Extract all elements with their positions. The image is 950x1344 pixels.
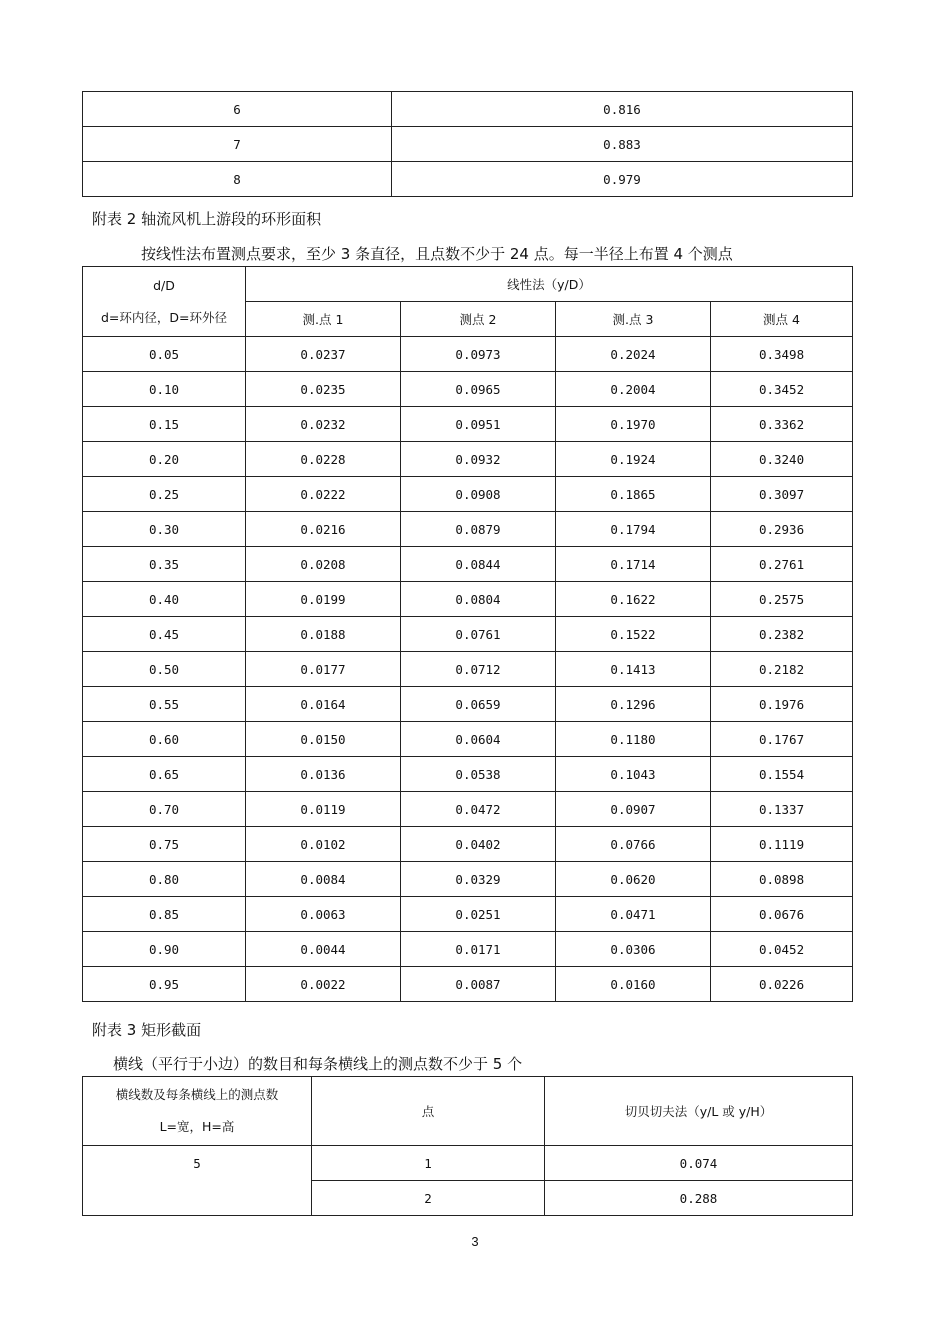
value-cell: 0.1970	[556, 407, 711, 442]
value-cell: 0.0222	[246, 477, 401, 512]
value-cell: 0.0063	[246, 897, 401, 932]
table-row	[83, 477, 853, 512]
cell: 2	[312, 1181, 545, 1216]
table-row	[83, 372, 853, 407]
value-cell: 0.1180	[556, 722, 711, 757]
value-cell: 0.0237	[246, 337, 401, 372]
ratio-cell: 0.45	[83, 617, 246, 652]
ratio-cell: 0.05	[83, 337, 246, 372]
ratio-cell: 0.85	[83, 897, 246, 932]
value-cell: 0.3097	[711, 477, 853, 512]
table-row	[83, 127, 853, 162]
header-row	[83, 267, 853, 302]
header-group: 线性法（y/D）	[246, 267, 853, 302]
ratio-cell: 0.15	[83, 407, 246, 442]
value-cell: 0.1522	[556, 617, 711, 652]
ratio-cell: 0.55	[83, 687, 246, 722]
subheader: 测.点 1	[246, 302, 401, 337]
value-cell: 0.1794	[556, 512, 711, 547]
table-row	[83, 582, 853, 617]
value-cell: 0.0150	[246, 722, 401, 757]
table2-caption: 附表 2 轴流风机上游段的环形面积	[92, 210, 322, 228]
value-cell: 0.0712	[401, 652, 556, 687]
cell: 7	[83, 127, 392, 162]
value-cell: 0.0216	[246, 512, 401, 547]
value-cell: 0.3498	[711, 337, 853, 372]
cell: 0.074	[545, 1146, 853, 1181]
header-mid: 点	[312, 1077, 545, 1146]
value-cell: 0.1767	[711, 722, 853, 757]
header-left	[83, 1077, 312, 1146]
cell: 0.288	[545, 1181, 853, 1216]
value-cell: 0.2382	[711, 617, 853, 652]
value-cell: 0.0965	[401, 372, 556, 407]
value-cell: 0.0044	[246, 932, 401, 967]
header-row	[83, 1077, 853, 1146]
value-cell: 0.1976	[711, 687, 853, 722]
value-cell: 0.2024	[556, 337, 711, 372]
table3-note: 横线（平行于小边）的数目和每条横线上的测点数不少于 5 个	[113, 1055, 523, 1073]
value-cell: 0.1043	[556, 757, 711, 792]
ratio-cell: 0.10	[83, 372, 246, 407]
table-row	[83, 687, 853, 722]
value-cell: 0.0136	[246, 757, 401, 792]
value-cell: 0.0471	[556, 897, 711, 932]
ratio-cell: 0.50	[83, 652, 246, 687]
header-left-line1: d/D	[153, 277, 175, 293]
value-cell: 0.0659	[401, 687, 556, 722]
ratio-cell: 0.30	[83, 512, 246, 547]
ratio-cell: 0.90	[83, 932, 246, 967]
table-row	[83, 722, 853, 757]
table3-caption: 附表 3 矩形截面	[92, 1021, 202, 1039]
value-cell: 0.0119	[246, 792, 401, 827]
value-cell: 0.3240	[711, 442, 853, 477]
value-cell: 0.0973	[401, 337, 556, 372]
table-row	[83, 617, 853, 652]
table-row	[83, 407, 853, 442]
value-cell: 0.2936	[711, 512, 853, 547]
table-row	[83, 162, 853, 197]
ratio-cell: 0.70	[83, 792, 246, 827]
value-cell: 0.2761	[711, 547, 853, 582]
value-cell: 0.0306	[556, 932, 711, 967]
table-row	[83, 827, 853, 862]
table-row	[83, 932, 853, 967]
value-cell: 0.0235	[246, 372, 401, 407]
cell: 8	[83, 162, 392, 197]
ratio-cell: 0.65	[83, 757, 246, 792]
value-cell: 0.2575	[711, 582, 853, 617]
header-left	[83, 267, 246, 337]
value-cell: 0.0908	[401, 477, 556, 512]
page-number: 3	[471, 1234, 479, 1249]
ratio-cell: 0.60	[83, 722, 246, 757]
value-cell: 0.0898	[711, 862, 853, 897]
value-cell: 0.2004	[556, 372, 711, 407]
value-cell: 0.3362	[711, 407, 853, 442]
cell: 6	[83, 92, 392, 127]
table-row	[83, 862, 853, 897]
value-cell: 0.0676	[711, 897, 853, 932]
ratio-cell: 0.95	[83, 967, 246, 1002]
table-continuation	[82, 91, 853, 197]
value-cell: 0.0226	[711, 967, 853, 1002]
table-row	[83, 897, 853, 932]
table-body	[83, 337, 853, 1002]
subheader: 测.点 3	[556, 302, 711, 337]
subheader: 测点 2	[401, 302, 556, 337]
cell: 1	[312, 1146, 545, 1181]
value-cell: 0.0472	[401, 792, 556, 827]
header-left-line1: 横线数及每条横线上的测点数	[115, 1087, 279, 1102]
value-cell: 0.0844	[401, 547, 556, 582]
value-cell: 0.1413	[556, 652, 711, 687]
value-cell: 0.0604	[401, 722, 556, 757]
value-cell: 0.0208	[246, 547, 401, 582]
value-cell: 0.0766	[556, 827, 711, 862]
value-cell: 0.0087	[401, 967, 556, 1002]
value-cell: 0.0199	[246, 582, 401, 617]
value-cell: 0.0160	[556, 967, 711, 1002]
table-row	[83, 92, 853, 127]
ratio-cell: 0.35	[83, 547, 246, 582]
value-cell: 0.0084	[246, 862, 401, 897]
value-cell: 0.2182	[711, 652, 853, 687]
value-cell: 0.0022	[246, 967, 401, 1002]
table-row	[83, 792, 853, 827]
ratio-cell: 0.25	[83, 477, 246, 512]
table2-note: 按线性法布置测点要求，至少 3 条直径，且点数不少于 24 点。每一半径上布置 4 个测点	[141, 245, 733, 263]
value-cell: 0.1119	[711, 827, 853, 862]
value-cell: 0.0232	[246, 407, 401, 442]
value-cell: 0.0879	[401, 512, 556, 547]
header-right: 切贝切夫法（y/L 或 y/H）	[545, 1077, 853, 1146]
ratio-cell: 0.20	[83, 442, 246, 477]
table-row	[83, 512, 853, 547]
value-cell: 0.0402	[401, 827, 556, 862]
value-cell: 0.0164	[246, 687, 401, 722]
value-cell: 0.0329	[401, 862, 556, 897]
ratio-cell: 0.40	[83, 582, 246, 617]
cell: 0.883	[392, 127, 853, 162]
subheader: 测点 4	[711, 302, 853, 337]
ratio-cell: 0.75	[83, 827, 246, 862]
table-row	[83, 967, 853, 1002]
value-cell: 0.3452	[711, 372, 853, 407]
value-cell: 0.0907	[556, 792, 711, 827]
group-cell: 5	[83, 1146, 312, 1216]
value-cell: 0.0620	[556, 862, 711, 897]
cell: 0.979	[392, 162, 853, 197]
value-cell: 0.0102	[246, 827, 401, 862]
value-cell: 0.1296	[556, 687, 711, 722]
value-cell: 0.1622	[556, 582, 711, 617]
ratio-cell: 0.80	[83, 862, 246, 897]
rectangular-section-table	[82, 1076, 853, 1216]
cell: 0.816	[392, 92, 853, 127]
value-cell: 0.1924	[556, 442, 711, 477]
value-cell: 0.0452	[711, 932, 853, 967]
value-cell: 0.0932	[401, 442, 556, 477]
value-cell: 0.1714	[556, 547, 711, 582]
table-row	[83, 757, 853, 792]
value-cell: 0.0228	[246, 442, 401, 477]
value-cell: 0.1865	[556, 477, 711, 512]
value-cell: 0.1337	[711, 792, 853, 827]
table-row	[83, 337, 853, 372]
table-row	[83, 652, 853, 687]
table-row	[83, 1146, 853, 1181]
value-cell: 0.0171	[401, 932, 556, 967]
value-cell: 0.0177	[246, 652, 401, 687]
value-cell: 0.1554	[711, 757, 853, 792]
value-cell: 0.0251	[401, 897, 556, 932]
value-cell: 0.0761	[401, 617, 556, 652]
value-cell: 0.0804	[401, 582, 556, 617]
header-left-line2: L=宽，H=高	[159, 1119, 235, 1134]
value-cell: 0.0951	[401, 407, 556, 442]
header-left-line2: d=环内径，D=环外径	[100, 309, 227, 325]
value-cell: 0.0538	[401, 757, 556, 792]
annular-area-table	[82, 266, 853, 1002]
table-row	[83, 442, 853, 477]
value-cell: 0.0188	[246, 617, 401, 652]
table-row	[83, 547, 853, 582]
